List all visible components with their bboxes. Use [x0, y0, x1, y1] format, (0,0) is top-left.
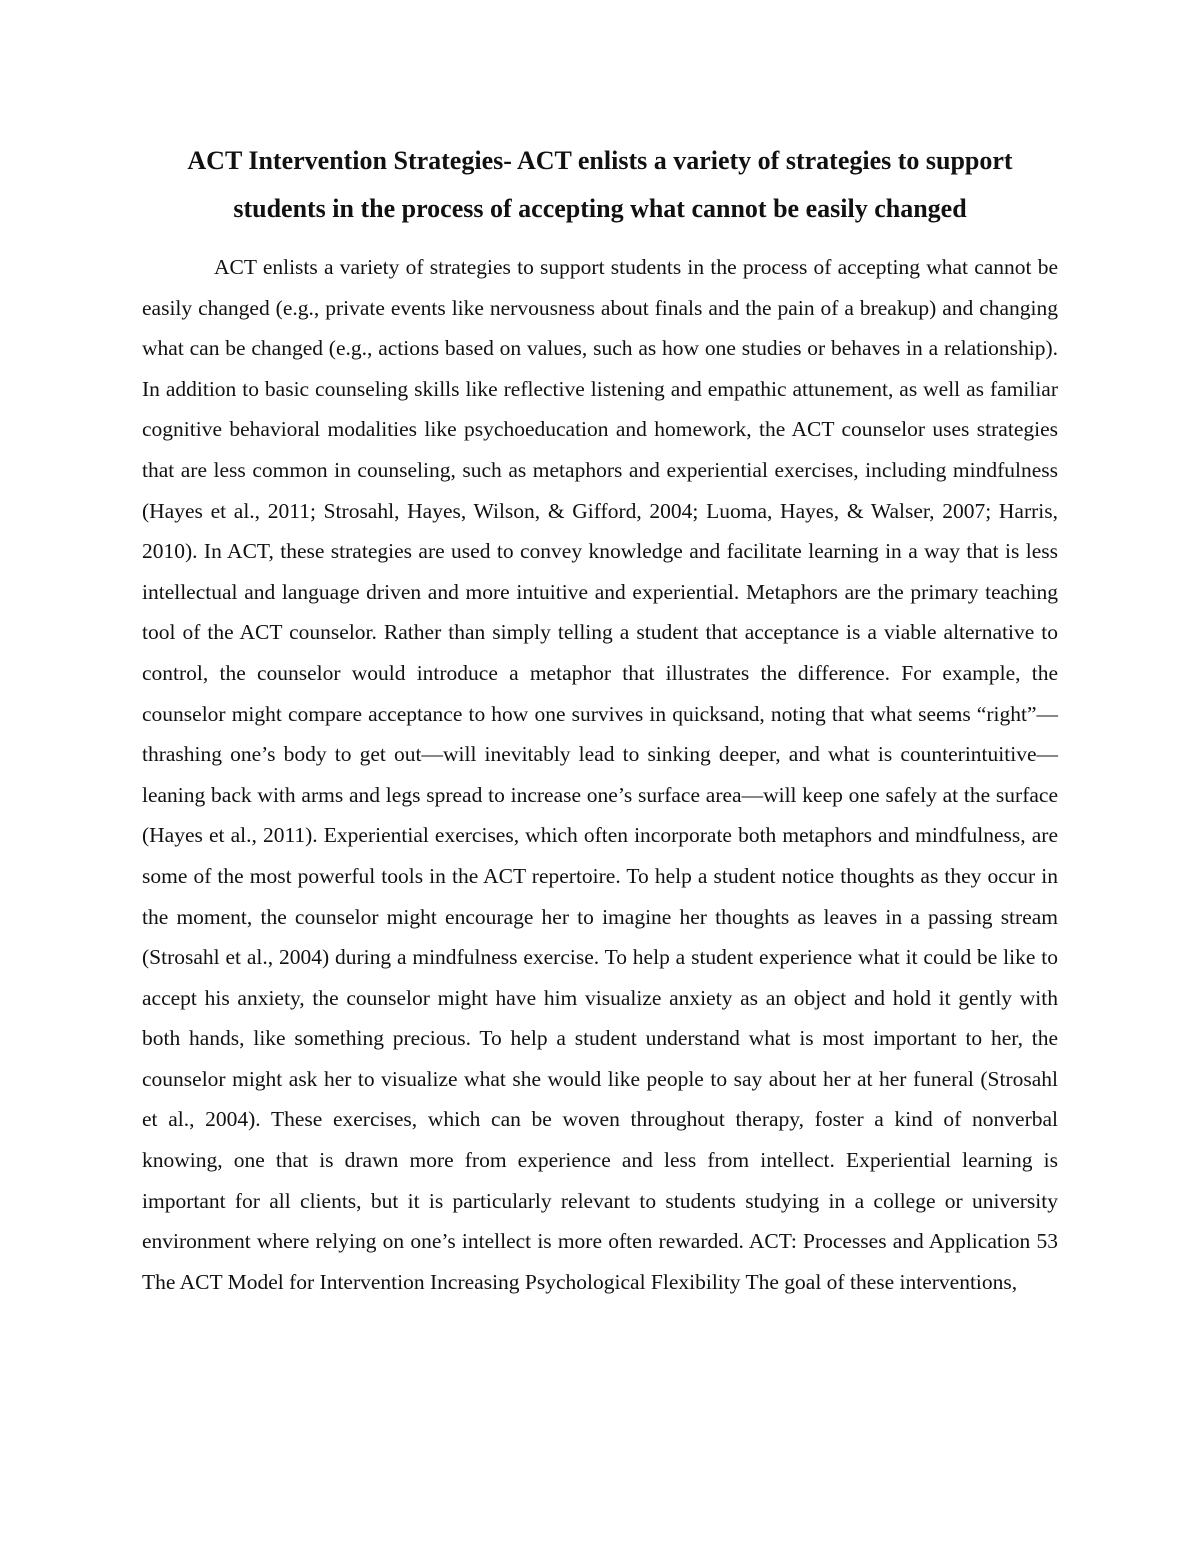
document-title: ACT Intervention Strategies- ACT enlists a variety of strategies to support students in the process of accepting what cannot be easily changed: [187, 146, 1013, 223]
body-paragraph: ACT enlists a variety of strategies to support students in the process of accepting what cannot be easily changed (e.g., private events like nervousness about finals and the pain of a breakup) and changing what can be changed (e.g., actions based on values, such as how one studies or behaves in a relationship). In addition to basic counseling skills like reflective listening and empathic attunement, as well as familiar cognitive behavioral modalities like psychoeducation and homework, the ACT counselor uses strategies that are less common in counseling, such as metaphors and experiential exercises, including mindfulness (Hayes et al., 2011; Strosahl, Hayes, Wilson, & Gifford, 2004; Luoma, Hayes, & Walser, 2007; Harris, 2010). In ACT, these strategies are used to convey knowledge and facilitate learning in a way that is less intellectual and language driven and more intuitive and experiential. Metaphors are the primary teaching tool of the ACT counselor. Rather than simply telling a student that acceptance is a viable alternative to control, the counselor would introduce a metaphor that illustrates the difference. For example, the counselor might compare acceptance to how one survives in quicksand, noting that what seems “right”—thrashing one’s body to get out—will inevitably lead to sinking deeper, and what is counterintuitive—leaning back with arms and legs spread to increase one’s surface area—will keep one safely at the surface (Hayes et al., 2011). Experiential exercises, which often incorporate both metaphors and mindfulness, are some of the most powerful tools in the ACT repertoire. To help a student notice thoughts as they occur in the moment, the counselor might encourage her to imagine her thoughts as leaves in a passing stream (Strosahl et al., 2004) during a mindfulness exercise. To help a student experience what it could be like to accept his anxiety, the counselor might have him visualize anxiety as an object and hold it gently with both hands, like something precious. To help a student understand what is most important to her, the counselor might ask her to visualize what she would like people to say about her at her funeral (Strosahl et al., 2004). These exercises, which can be woven throughout therapy, foster a kind of nonverbal knowing, one that is drawn more from experience and less from intellect. Experiential learning is important for all clients, but it is particularly relevant to students studying in a college or university environment where relying on one’s intellect is more often rewarded. ACT: Processes and Application 53 The ACT Model for Intervention Increasing Psychological Flexibility The goal of these interventions,: [142, 255, 1058, 1294]
